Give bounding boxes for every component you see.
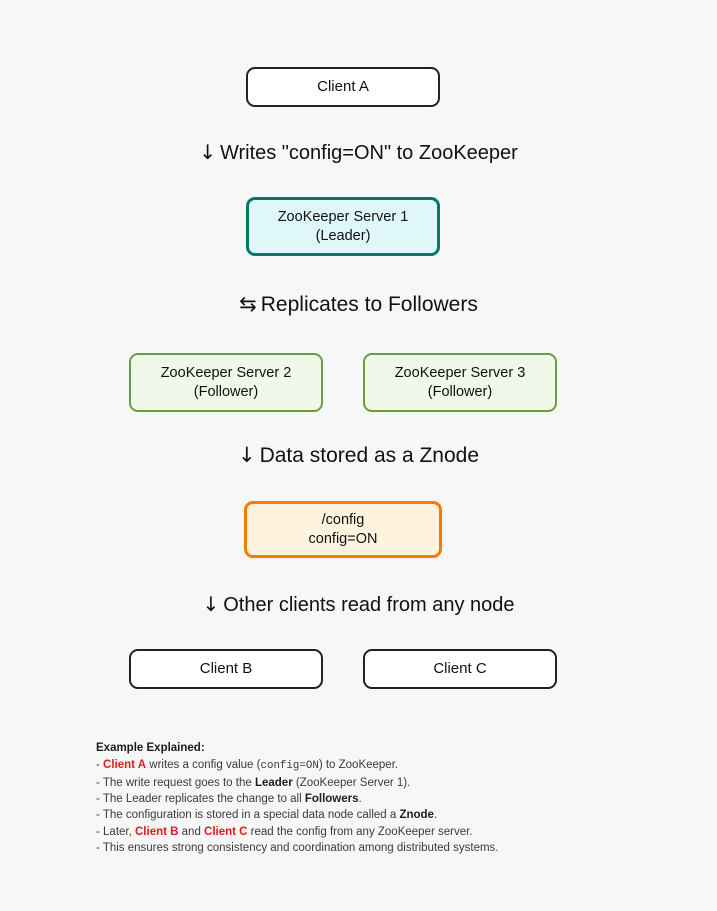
explanation-block: [96, 740, 636, 856]
explanation-text-run: Client B: [135, 825, 179, 838]
arrow-down-icon: ↓: [199, 140, 216, 164]
caption-read: [0, 592, 717, 617]
caption-store-text: Data stored as a Znode: [259, 444, 480, 467]
explanation-text-run: - The configuration is stored in a special data node called a: [96, 809, 400, 822]
explanation-text-run: Leader: [254, 776, 293, 789]
caption-replicate: [0, 292, 717, 317]
node-client-a: [246, 67, 440, 107]
explanation-line: [96, 840, 636, 856]
node-zookeeper-follower-3: [363, 353, 557, 412]
explanation-lines: [96, 757, 636, 856]
explanation-text-run: Followers: [304, 792, 359, 805]
node-client-a-label: Client A: [317, 78, 369, 96]
bidirectional-arrow-icon: ⇆: [239, 292, 257, 316]
explanation-text-run: - The write request goes to the: [96, 776, 255, 789]
explanation-text-run: config=ON: [260, 760, 319, 773]
arrow-down-icon: ↓: [237, 443, 256, 467]
node-leader-line1: ZooKeeper Server 1: [277, 208, 409, 225]
explanation-text-run: (ZooKeeper Server 1).: [292, 776, 411, 789]
explanation-text-run: .: [358, 792, 362, 805]
node-follower-3-line2: (Follower): [427, 383, 493, 400]
explanation-text-run: - Later,: [96, 825, 135, 838]
explanation-line: [96, 791, 636, 807]
explanation-text-run: - The Leader replicates the change to all: [96, 792, 305, 805]
node-client-c: [363, 649, 557, 689]
caption-read-text: Other clients read from any node: [223, 594, 515, 616]
node-znode-value: config=ON: [308, 530, 378, 547]
explanation-line: [96, 824, 636, 840]
explanation-title: Example Explained:: [96, 742, 205, 754]
node-follower-3-line1: ZooKeeper Server 3: [394, 364, 526, 381]
arrow-down-icon: ↓: [202, 592, 220, 616]
explanation-text-run: ) to ZooKeeper.: [318, 759, 399, 772]
explanation-text-run: -: [96, 759, 104, 772]
node-follower-2-line2: (Follower): [193, 383, 259, 400]
node-znode-path: /config: [321, 511, 365, 528]
caption-store: [0, 443, 717, 468]
caption-replicate-text: Replicates to Followers: [260, 293, 478, 316]
explanation-line: [96, 757, 636, 774]
node-client-c-label: Client C: [433, 660, 487, 678]
explanation-text-run: read the config from any ZooKeeper server.: [247, 825, 473, 838]
caption-write-text: Writes "config=ON" to ZooKeeper: [219, 142, 518, 164]
explanation-line: [96, 807, 636, 823]
explanation-text-run: and: [178, 825, 205, 838]
explanation-text-run: writes a config value (: [146, 759, 261, 772]
explanation-text-run: Client C: [204, 825, 248, 838]
node-zookeeper-follower-2: [129, 353, 323, 412]
explanation-text-run: Znode: [399, 809, 434, 822]
node-zookeeper-leader: [246, 197, 440, 256]
explanation-line: [96, 775, 636, 791]
explanation-text-run: - This ensures strong consistency and coordination among distributed systems.: [96, 841, 499, 854]
node-client-b: [129, 649, 323, 689]
node-follower-2-line1: ZooKeeper Server 2: [160, 364, 292, 381]
node-znode: [244, 501, 442, 558]
node-leader-line2: (Leader): [315, 227, 371, 244]
caption-write: [0, 140, 717, 165]
explanation-text-run: Client A: [103, 759, 147, 772]
explanation-text-run: .: [433, 809, 438, 822]
node-client-b-label: Client B: [199, 660, 253, 678]
